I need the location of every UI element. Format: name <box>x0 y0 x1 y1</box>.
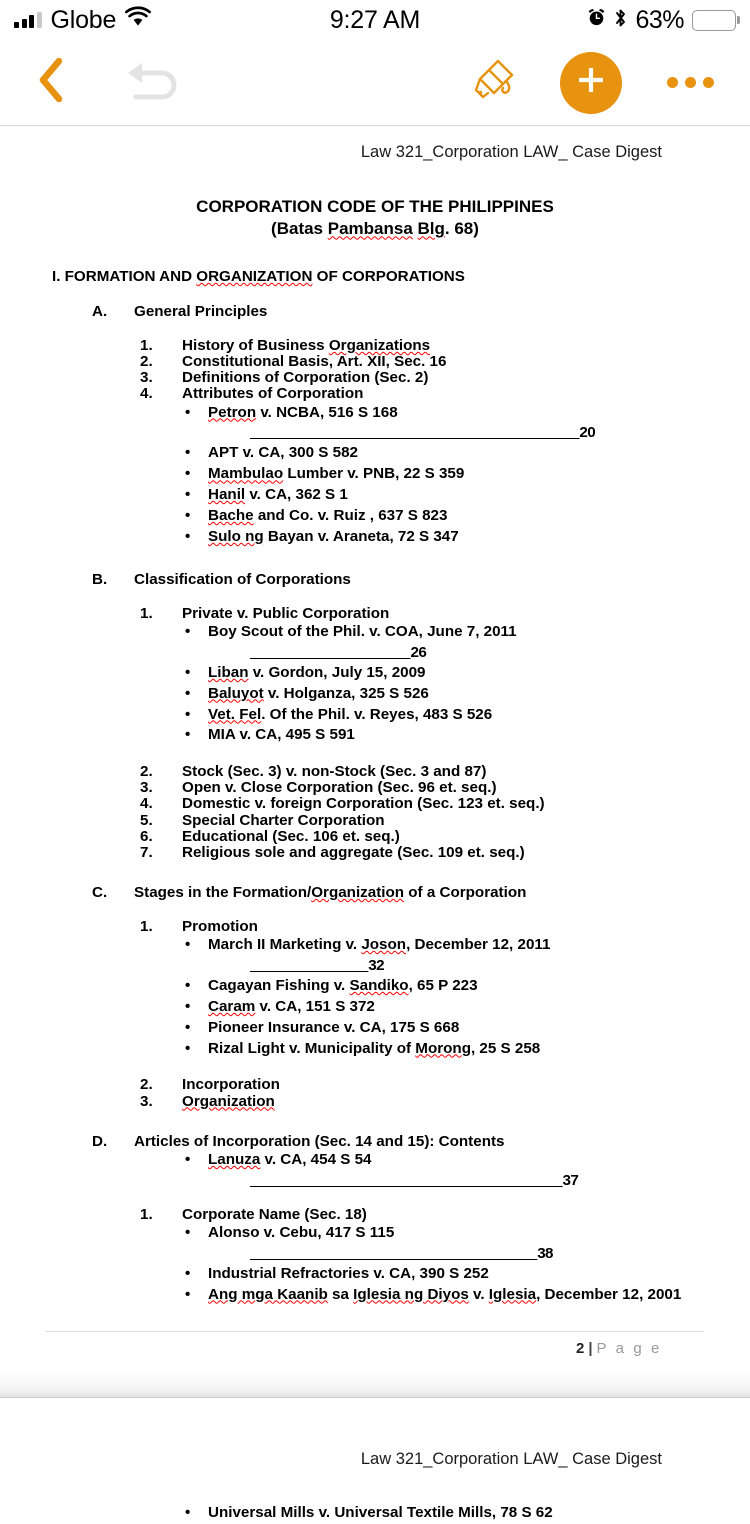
section-c-title <box>134 885 526 901</box>
case-citation <box>208 1151 704 1170</box>
section-b-page-rule <box>250 645 704 661</box>
bullet-dot-icon: • <box>185 977 191 995</box>
rule-page-number: 32 <box>368 956 384 974</box>
item-marker: 3. <box>140 1092 153 1110</box>
more-dot-1-icon <box>667 77 678 88</box>
item-text: Incorporation <box>182 1076 280 1094</box>
case-bullet <box>182 506 704 527</box>
case-citation <box>208 404 704 423</box>
bluetooth-icon <box>614 8 627 33</box>
case-bullet <box>182 705 704 726</box>
section-a-items <box>140 338 704 548</box>
heading-pre: I. FORMATION AND <box>52 267 197 285</box>
case-spell: Hanil <box>208 486 246 504</box>
next-page-running-header: Law 321_Corporation LAW_ Case Digest <box>360 1450 662 1469</box>
section-a <box>92 304 704 320</box>
item-marker: 6. <box>140 827 153 845</box>
case-citation: Pioneer Insurance v. CA, 175 S 668 <box>208 1018 460 1036</box>
case-rest: v. Gordon, July 15, 2009 <box>248 663 426 681</box>
case-citation: MIA v. CA, 495 S 591 <box>208 726 355 744</box>
wifi-icon <box>125 8 151 32</box>
more-dot-3-icon <box>703 77 714 88</box>
section-b-item-2 <box>140 764 704 780</box>
rule-dashes: ______________ <box>250 956 369 974</box>
case-spell: Sandiko <box>349 977 409 995</box>
section-b-numbered-list <box>140 764 704 861</box>
footer-page-word: P a g e <box>596 1340 662 1358</box>
item-text: Religious sole and aggregate (Sec. 109 et. seq.) <box>182 843 525 861</box>
case-rest: , 25 S 258 <box>470 1039 541 1057</box>
case-rest: v. Holganza, 325 S 526 <box>263 684 429 702</box>
heading-post: OF CORPORATIONS <box>312 267 465 285</box>
item-marker: 2. <box>140 353 153 371</box>
case-citation <box>208 486 704 505</box>
section-c-sub-1 <box>140 919 704 935</box>
case-spell: Sulo ng <box>208 527 264 545</box>
section-b-title: Classification of Corporations <box>134 570 351 588</box>
section-b-bullets <box>182 622 704 746</box>
case-citation: Boy Scout of the Phil. v. COA, June 7, 2011 <box>208 622 517 640</box>
rule-page-number: 37 <box>562 1171 579 1189</box>
case-spell: Caram <box>208 997 256 1015</box>
case-citation: Alonso v. Cebu, 417 S 115 <box>208 1223 395 1241</box>
document-title <box>46 196 704 241</box>
case-bullet <box>182 1285 704 1306</box>
case-bullet <box>182 464 704 485</box>
bullet-dot-icon: • <box>185 684 191 702</box>
case-citation <box>208 1286 704 1305</box>
case-bullet <box>182 997 704 1018</box>
case-bullet <box>182 1264 704 1285</box>
case-rest: , 65 P 223 <box>408 977 478 995</box>
section-a-item-3 <box>140 370 704 386</box>
case-mid-2: v. <box>468 1285 489 1303</box>
item-text <box>182 338 430 354</box>
item-marker: 3. <box>140 779 153 797</box>
section-d-marker: D. <box>92 1132 108 1150</box>
case-bullet <box>182 485 704 506</box>
item-marker: 3. <box>140 369 153 387</box>
section-a-item-4 <box>140 386 704 402</box>
section-d-bullets <box>182 1150 704 1189</box>
item-pre: History of Business <box>182 337 329 355</box>
case-citation: APT v. CA, 300 S 582 <box>208 444 358 462</box>
case-citation <box>208 685 704 704</box>
title-post: . 68) <box>444 219 479 239</box>
battery-icon <box>692 10 736 31</box>
document-page-3 <box>0 1398 750 1524</box>
case-spell: Vet. Fel <box>208 705 262 723</box>
section-d-page-rule-2 <box>250 1246 704 1262</box>
item-text: Promotion <box>182 918 258 936</box>
bullet-dot-icon: • <box>185 527 191 545</box>
rule-dashes: _______________________________________ <box>250 424 580 442</box>
case-pre: Cagayan Fishing v. <box>208 977 350 995</box>
section-a-item-1 <box>140 338 704 354</box>
bullet-dot-icon: • <box>185 705 191 723</box>
bullet-dot-icon: • <box>185 507 191 525</box>
case-bullet <box>182 1503 704 1524</box>
section-b-items <box>140 606 704 861</box>
section-a-title: General Principles <box>134 302 268 320</box>
bullet-dot-icon: • <box>185 465 191 483</box>
case-citation <box>208 507 704 526</box>
document-title-line2 <box>46 218 704 240</box>
clock-label: 9:27 AM <box>329 5 421 34</box>
case-citation <box>208 936 704 955</box>
case-bullet <box>182 443 704 464</box>
item-marker: 5. <box>140 811 153 829</box>
item-text: Corporate Name (Sec. 18) <box>182 1205 367 1223</box>
case-rest: Bayan v. Araneta, 72 S 347 <box>263 527 459 545</box>
case-citation: Universal Mills v. Universal Textile Mills, 78 S 62 <box>208 1504 553 1522</box>
item-marker: 1. <box>140 918 153 936</box>
case-spell-2: Iglesia ng Diyos <box>353 1285 469 1303</box>
bullet-dot-icon: • <box>185 1264 191 1282</box>
item-text: Domestic v. foreign Corporation (Sec. 123 et. seq.) <box>182 795 545 813</box>
battery-percent-label: 63% <box>635 5 684 34</box>
case-citation <box>208 977 704 996</box>
section-b-item-3 <box>140 780 704 796</box>
bullet-dot-icon: • <box>185 1150 191 1168</box>
bullet-dot-icon: • <box>185 726 191 744</box>
document-page-2 <box>0 127 750 1372</box>
next-page-bullets <box>182 1503 704 1524</box>
case-rest: , December 12, 2011 <box>406 936 551 954</box>
case-bullet <box>182 403 704 424</box>
undo-button[interactable] <box>120 59 180 106</box>
item-marker: 2. <box>140 1076 153 1094</box>
bullet-dot-icon: • <box>185 486 191 504</box>
rule-dashes: __________________________________ <box>250 1244 538 1262</box>
case-rest: v. CA, 362 S 1 <box>245 486 348 504</box>
case-citation <box>208 664 704 683</box>
bullet-dot-icon: • <box>185 1285 191 1303</box>
section-a-page-rule <box>250 425 704 441</box>
more-dot-2-icon <box>685 77 696 88</box>
next-page-body <box>46 1503 704 1524</box>
footer-separator: | <box>588 1340 593 1358</box>
section-d-content <box>140 1150 704 1306</box>
case-spell: Bache <box>208 507 254 525</box>
case-pre: March II Marketing v. <box>208 936 362 954</box>
highlighter-button[interactable] <box>466 56 522 109</box>
case-bullet <box>182 1018 704 1039</box>
item-text: Private v. Public Corporation <box>182 604 390 622</box>
item-spell: Organizations <box>328 337 431 355</box>
section-c-items <box>140 919 704 1110</box>
alarm-clock-icon <box>587 8 606 32</box>
case-spell-3: Iglesia <box>488 1285 537 1303</box>
rule-page-number: 38 <box>537 1244 553 1262</box>
rule-dashes: _____________________________________ <box>250 1171 563 1189</box>
section-d-sub-1 <box>140 1207 704 1223</box>
item-marker: 1. <box>140 337 153 355</box>
item-text: Constitutional Basis, Art. XII, Sec. 16 <box>182 353 447 371</box>
item-text: Stock (Sec. 3) v. non-Stock (Sec. 3 and 87) <box>182 763 487 781</box>
section-c <box>92 885 704 901</box>
case-bullet <box>182 1150 704 1171</box>
app-toolbar <box>0 40 750 126</box>
item-text: Special Charter Corporation <box>182 811 385 829</box>
page-footer <box>46 1331 704 1358</box>
case-spell: Liban <box>208 663 249 681</box>
section-c-page-rule <box>250 958 704 974</box>
bullet-dot-icon: • <box>185 444 191 462</box>
add-button[interactable] <box>560 52 622 114</box>
case-citation <box>208 1040 704 1059</box>
case-pre: Rizal Light v. Municipality of <box>208 1039 416 1057</box>
section-c-marker: C. <box>92 883 108 901</box>
section-a-item-2 <box>140 354 704 370</box>
case-rest: . Of the Phil. v. Reyes, 483 S 526 <box>261 705 493 723</box>
item-text: Open v. Close Corporation (Sec. 96 et. seq.) <box>182 779 497 797</box>
item-marker: 1. <box>140 1205 153 1223</box>
case-citation <box>208 465 704 484</box>
item-marker: 7. <box>140 843 153 861</box>
section-d-sub1-bullets <box>182 1223 704 1306</box>
case-rest: and Co. v. Ruiz , 637 S 823 <box>253 507 448 525</box>
case-bullet <box>182 1223 704 1244</box>
document-scroll-area[interactable] <box>0 127 750 1522</box>
item-text: Educational (Sec. 106 et. seq.) <box>182 827 400 845</box>
case-citation <box>208 528 704 547</box>
section-b-sub-1 <box>140 606 704 622</box>
document-title-line1: CORPORATION CODE OF THE PHILIPPINES <box>196 197 554 216</box>
section-c-title-pre: Stages in the Formation/ <box>134 883 312 901</box>
case-spell: Joson <box>361 936 407 954</box>
document-body <box>46 269 704 1306</box>
section-b-item-7 <box>140 845 704 861</box>
section-c-bullets <box>182 935 704 1059</box>
section-d-title: Articles of Incorporation (Sec. 14 and 15): Contents <box>134 1132 505 1150</box>
bullet-dot-icon: • <box>185 1504 191 1522</box>
carrier-label: Globe <box>50 5 117 34</box>
section-b-marker: B. <box>92 570 108 588</box>
section-c-numbered-list <box>140 1077 704 1109</box>
item-text: Organization <box>182 1092 275 1110</box>
item-text: Attributes of Corporation <box>182 385 364 403</box>
heading-roman-i <box>52 269 704 285</box>
status-bar-left <box>14 6 151 35</box>
undo-arrow-icon <box>122 59 178 106</box>
page-break-divider <box>0 1372 750 1398</box>
case-citation <box>208 706 704 725</box>
rule-page-number: 26 <box>410 643 427 661</box>
status-bar-right <box>587 6 736 35</box>
footer-page-number: 2 <box>575 1340 585 1358</box>
section-b-item-6 <box>140 829 704 845</box>
rule-dashes: ___________________ <box>250 643 411 661</box>
case-spell: Mambulao <box>208 465 284 483</box>
case-rest: v. CA, 151 S 372 <box>255 997 375 1015</box>
heading-spell-organization: ORGANIZATION <box>196 267 313 285</box>
bullet-dot-icon: • <box>185 663 191 681</box>
signal-bars-icon <box>14 12 42 28</box>
case-bullet <box>182 527 704 548</box>
bullet-dot-icon: • <box>185 622 191 640</box>
case-bullet <box>182 663 704 684</box>
document-running-header: Law 321_Corporation LAW_ Case Digest <box>360 143 662 161</box>
section-a-bullets <box>182 403 704 548</box>
bullet-dot-icon: • <box>185 936 191 954</box>
paintbrush-icon <box>470 56 518 109</box>
item-marker: 4. <box>140 795 153 813</box>
bullet-dot-icon: • <box>185 1223 191 1241</box>
item-marker: 2. <box>140 763 153 781</box>
section-c-title-post: of a Corporation <box>404 883 527 901</box>
case-mid: sa <box>327 1285 354 1303</box>
section-b-item-4 <box>140 796 704 812</box>
case-spell: Petron <box>208 403 257 421</box>
case-bullet <box>182 725 704 746</box>
case-rest: v. NCBA, 516 S 168 <box>256 403 398 421</box>
item-marker: 4. <box>140 385 153 403</box>
case-citation <box>208 998 704 1017</box>
case-bullet <box>182 684 704 705</box>
status-bar <box>0 0 750 40</box>
item-marker: 1. <box>140 604 153 622</box>
case-bullet <box>182 976 704 997</box>
section-c-item-3 <box>140 1094 704 1110</box>
bullet-dot-icon: • <box>185 1018 191 1036</box>
plus-icon <box>573 62 609 103</box>
section-c-item-2 <box>140 1077 704 1093</box>
section-d <box>92 1134 704 1150</box>
case-bullet <box>182 935 704 956</box>
bullet-dot-icon: • <box>185 1039 191 1057</box>
more-options-button[interactable] <box>660 77 720 88</box>
section-c-spell-organization: Organization <box>311 883 405 901</box>
case-bullet <box>182 1039 704 1060</box>
case-spell: Lanuza <box>208 1150 261 1168</box>
case-spell: Baluyot <box>208 684 264 702</box>
case-rest: v. CA, 454 S 54 <box>260 1150 372 1168</box>
back-chevron-icon <box>36 57 66 108</box>
case-spell-1: Ang mga Kaanib <box>208 1285 328 1303</box>
case-rest: , December 12, 2001 <box>536 1285 682 1303</box>
section-b <box>92 572 704 588</box>
case-bullet <box>182 622 704 643</box>
rule-page-number: 20 <box>579 424 596 442</box>
bullet-dot-icon: • <box>185 997 191 1015</box>
case-rest: Lumber v. PNB, 22 S 359 <box>283 465 465 483</box>
title-spell-blg: Blg <box>417 219 445 239</box>
title-spell-pambansa: Pambansa <box>327 219 413 239</box>
back-button[interactable] <box>26 57 76 108</box>
section-d-page-rule <box>250 1173 704 1189</box>
title-pre: (Batas <box>271 219 328 239</box>
section-a-marker: A. <box>92 302 108 320</box>
section-b-item-5 <box>140 813 704 829</box>
case-citation: Industrial Refractories v. CA, 390 S 252 <box>208 1264 489 1282</box>
case-spell: Morong <box>415 1039 471 1057</box>
bullet-dot-icon: • <box>185 403 191 421</box>
item-text: Definitions of Corporation (Sec. 2) <box>182 369 429 387</box>
